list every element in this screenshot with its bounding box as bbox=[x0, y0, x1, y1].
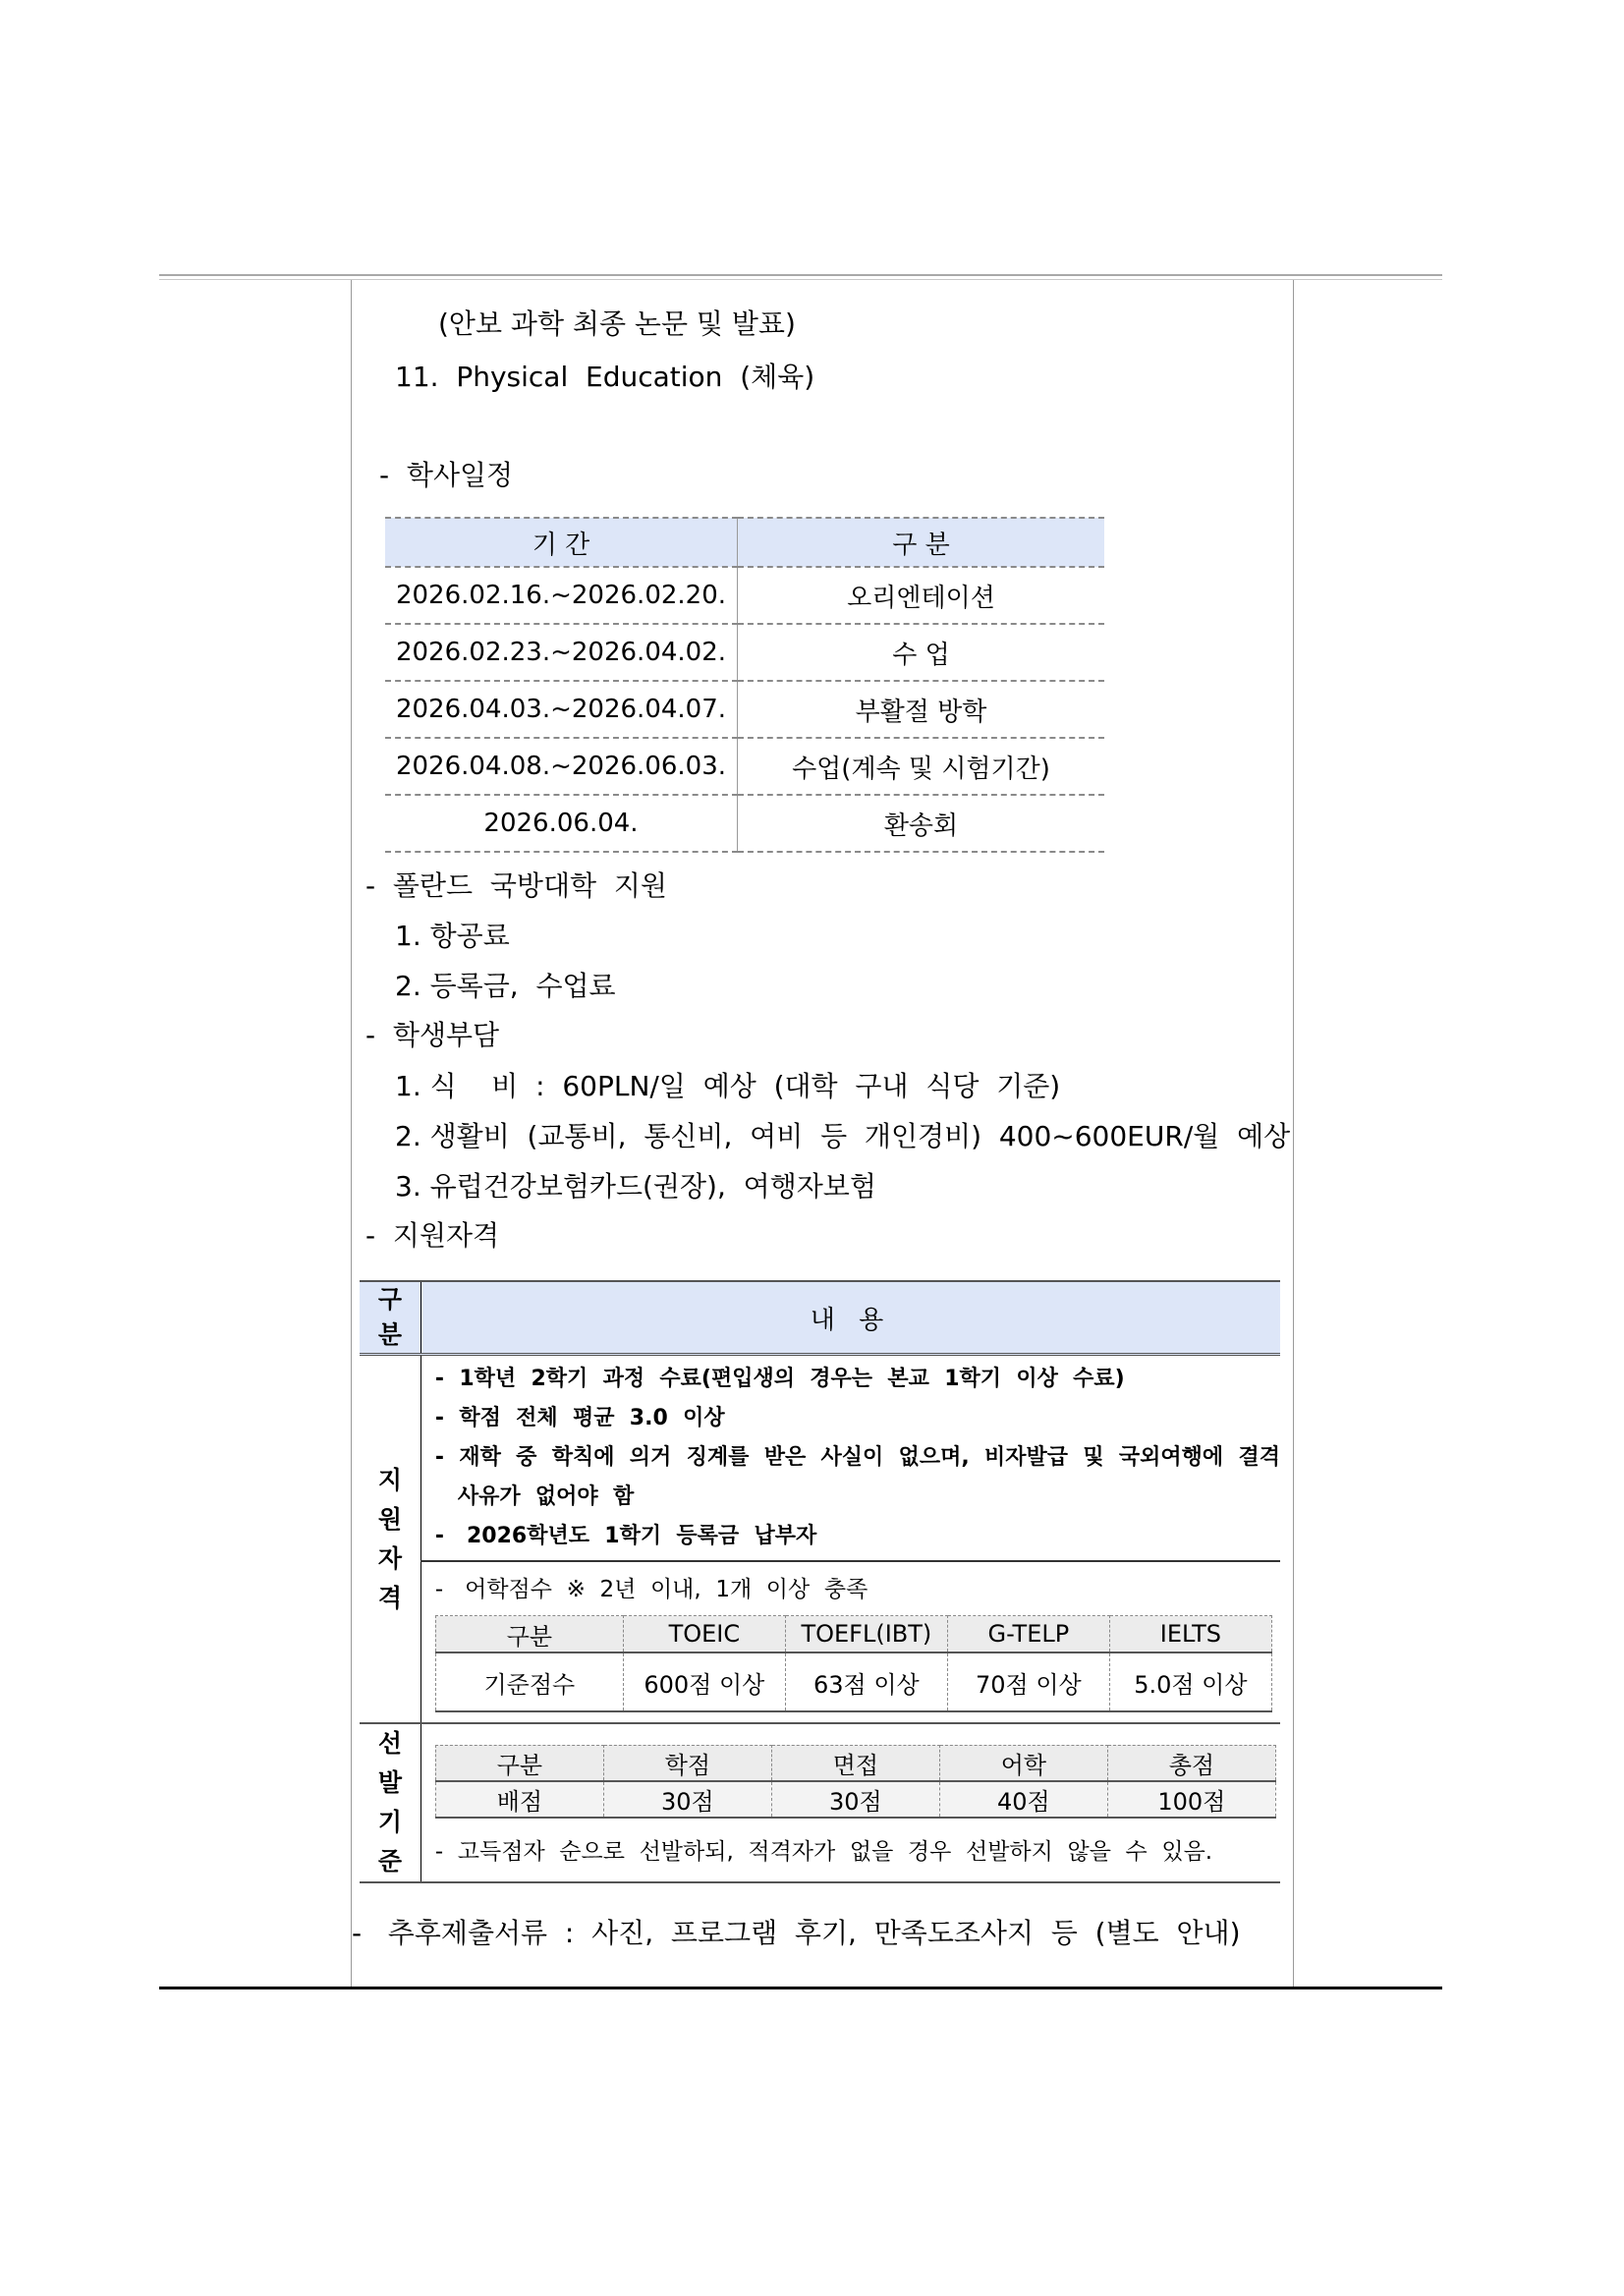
qualification-table bbox=[360, 1280, 1280, 1883]
schedule-category: 수업(계속 및 시험기간) bbox=[738, 738, 1105, 795]
schedule-period: 2026.04.08.~2026.06.03. bbox=[385, 738, 738, 795]
table-row bbox=[385, 681, 1104, 738]
qualification-header-content: 내 용 bbox=[420, 1281, 1280, 1355]
right-border bbox=[1293, 280, 1294, 1987]
qualification-title: - 지원자격 bbox=[365, 1219, 500, 1252]
qualification-header-row bbox=[360, 1281, 1280, 1355]
intro-line-2: 11. Physical Education (체육) bbox=[395, 361, 815, 393]
selection-table bbox=[435, 1745, 1276, 1819]
language-score-row bbox=[360, 1561, 1280, 1723]
requirement-item: 사유가 없어야 함 bbox=[434, 1484, 635, 1509]
selection-header: 학점 bbox=[603, 1745, 771, 1781]
score-value: 600점 이상 bbox=[623, 1652, 785, 1711]
language-score-cell bbox=[420, 1561, 1280, 1723]
schedule-category: 수 업 bbox=[738, 624, 1105, 681]
schedule-period: 2026.02.23.~2026.04.02. bbox=[385, 624, 738, 681]
table-row bbox=[435, 1616, 1271, 1653]
score-value: 기준점수 bbox=[435, 1652, 623, 1711]
schedule-period: 2026.06.04. bbox=[385, 795, 738, 852]
selection-criteria-cell bbox=[420, 1723, 1280, 1882]
selection-header: 어학 bbox=[939, 1745, 1107, 1781]
score-header: TOEIC bbox=[623, 1616, 785, 1653]
schedule-header-category: 구 분 bbox=[738, 518, 1105, 567]
selection-value: 40점 bbox=[939, 1781, 1107, 1818]
student-cost-item: 1. 식 비 : 60PLN/일 예상 (대학 구내 식당 기준) bbox=[395, 1070, 1061, 1102]
student-cost-item: 2. 생활비 (교통비, 통신비, 여비 등 개인경비) 400~600EUR/월 예상 bbox=[395, 1120, 1291, 1152]
requirement-item: - 재학 중 학칙에 의거 징계를 받은 사실이 없으며, 비자발급 및 국외여행에 결격 bbox=[434, 1445, 1280, 1470]
eligibility-requirements bbox=[420, 1355, 1280, 1562]
score-value: 5.0점 이상 bbox=[1109, 1652, 1271, 1711]
selection-value: 30점 bbox=[771, 1781, 939, 1818]
bottom-rule bbox=[159, 1987, 1442, 1989]
score-header: 구분 bbox=[435, 1616, 623, 1653]
selection-header: 구분 bbox=[435, 1745, 603, 1781]
table-row bbox=[435, 1652, 1271, 1711]
support-item: 1. 항공료 bbox=[395, 920, 510, 952]
requirement-item: - 1학년 2학기 과정 수료(편입생의 경우는 본교 1학기 이상 수료) bbox=[434, 1367, 1125, 1391]
table-row bbox=[385, 567, 1104, 624]
selection-criteria-row bbox=[360, 1723, 1280, 1882]
language-score-table bbox=[435, 1615, 1272, 1712]
footer-note: - 추후제출서류 : 사진, 프로그램 후기, 만족도조사지 등 (별도 안내) bbox=[352, 1917, 1241, 1949]
selection-value: 배점 bbox=[435, 1781, 603, 1818]
selection-header: 총점 bbox=[1107, 1745, 1275, 1781]
selection-value: 100점 bbox=[1107, 1781, 1275, 1818]
table-row bbox=[435, 1781, 1275, 1818]
selection-header: 면접 bbox=[771, 1745, 939, 1781]
table-row bbox=[385, 738, 1104, 795]
schedule-period: 2026.02.16.~2026.02.20. bbox=[385, 567, 738, 624]
schedule-category: 환송회 bbox=[738, 795, 1105, 852]
intro-line-1: (안보 과학 최종 논문 및 발표) bbox=[438, 308, 796, 340]
schedule-category: 오리엔테이션 bbox=[738, 567, 1105, 624]
table-row bbox=[435, 1745, 1275, 1781]
qualification-header-label: 구 분 bbox=[360, 1281, 420, 1355]
top-rule bbox=[159, 274, 1442, 276]
score-value: 63점 이상 bbox=[785, 1652, 947, 1711]
schedule-table bbox=[385, 517, 1104, 853]
score-header: TOEFL(IBT) bbox=[785, 1616, 947, 1653]
table-row bbox=[385, 795, 1104, 852]
schedule-header-period: 기 간 bbox=[385, 518, 738, 567]
requirement-item: - 2026학년도 1학기 등록금 납부자 bbox=[434, 1524, 817, 1548]
selection-value: 30점 bbox=[603, 1781, 771, 1818]
score-value: 70점 이상 bbox=[947, 1652, 1109, 1711]
student-costs-title: - 학생부담 bbox=[365, 1019, 500, 1051]
eligibility-requirements-row bbox=[360, 1355, 1280, 1562]
score-header: G-TELP bbox=[947, 1616, 1109, 1653]
selection-note: - 고득점자 순으로 선발하되, 적격자가 없을 경우 선발하지 않을 수 있음. bbox=[434, 1838, 1213, 1865]
schedule-category: 부활절 방학 bbox=[738, 681, 1105, 738]
student-cost-item: 3. 유럽건강보험카드(권장), 여행자보험 bbox=[395, 1170, 876, 1203]
selection-label: 선 발 기 준 bbox=[360, 1723, 420, 1882]
support-title: - 폴란드 국방대학 지원 bbox=[365, 869, 667, 902]
schedule-title: - 학사일정 bbox=[379, 459, 514, 491]
language-note: - 어학점수 ※ 2년 이내, 1개 이상 충족 bbox=[434, 1577, 868, 1602]
schedule-period: 2026.04.03.~2026.04.07. bbox=[385, 681, 738, 738]
table-row bbox=[385, 624, 1104, 681]
support-item: 2. 등록금, 수업료 bbox=[395, 970, 616, 1002]
left-border bbox=[351, 280, 352, 1987]
score-header: IELTS bbox=[1109, 1616, 1271, 1653]
requirement-item: - 학점 전체 평균 3.0 이상 bbox=[434, 1406, 725, 1430]
eligibility-label: 지 원 자 격 bbox=[360, 1355, 420, 1724]
